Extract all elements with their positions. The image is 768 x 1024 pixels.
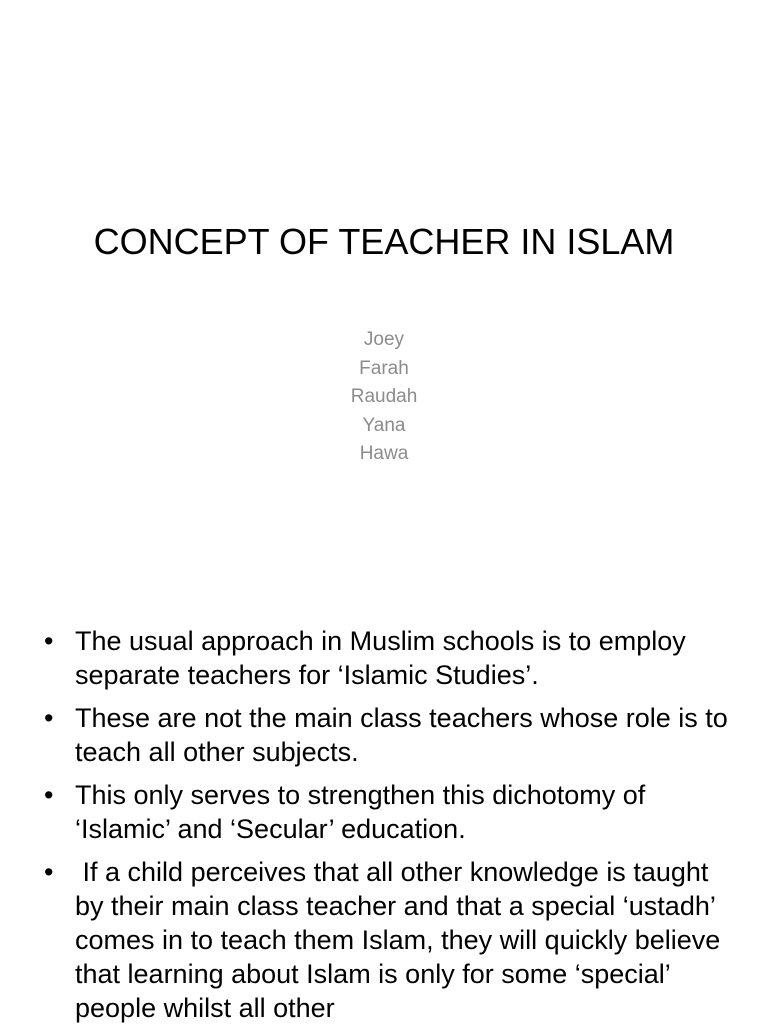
content-slide: [0, 576, 768, 1024]
bullet-text: This only serves to strengthen this dichotomy of ‘Islamic’ and ‘Secular’ education.: [75, 780, 653, 844]
author-list: [0, 326, 768, 469]
bullet-item: [44, 701, 734, 769]
bullet-item: [44, 624, 734, 692]
bullet-item: [44, 855, 734, 1024]
bullet-text: These are not the main class teachers whose role is to teach all other subjects.: [75, 703, 736, 767]
slide-title: CONCEPT OF TEACHER IN ISLAM: [93, 221, 675, 262]
author-name: Hawa: [359, 443, 409, 464]
author-name: Farah: [359, 357, 409, 379]
author-name: Raudah: [350, 386, 418, 407]
bullet-text: The usual approach in Muslim schools is to employ separate teachers for ‘Islamic Studies’.: [75, 626, 694, 690]
bullet-icon: •: [44, 857, 54, 887]
author-name: Joey: [363, 329, 405, 350]
bullet-item: [44, 778, 734, 846]
bullet-icon: •: [44, 703, 54, 733]
bullet-icon: •: [44, 780, 54, 810]
bullet-icon: •: [44, 626, 54, 656]
bullet-list: [44, 624, 734, 1024]
author-name: Yana: [362, 414, 406, 436]
bullet-text: If a child perceives that all other knowledge is taught by their main class teacher and that a special ‘ustadh’ comes in to teach them Islam, they will quickly believe that learning about Islam is only for some ‘special’ people whilst all other: [75, 857, 728, 1023]
